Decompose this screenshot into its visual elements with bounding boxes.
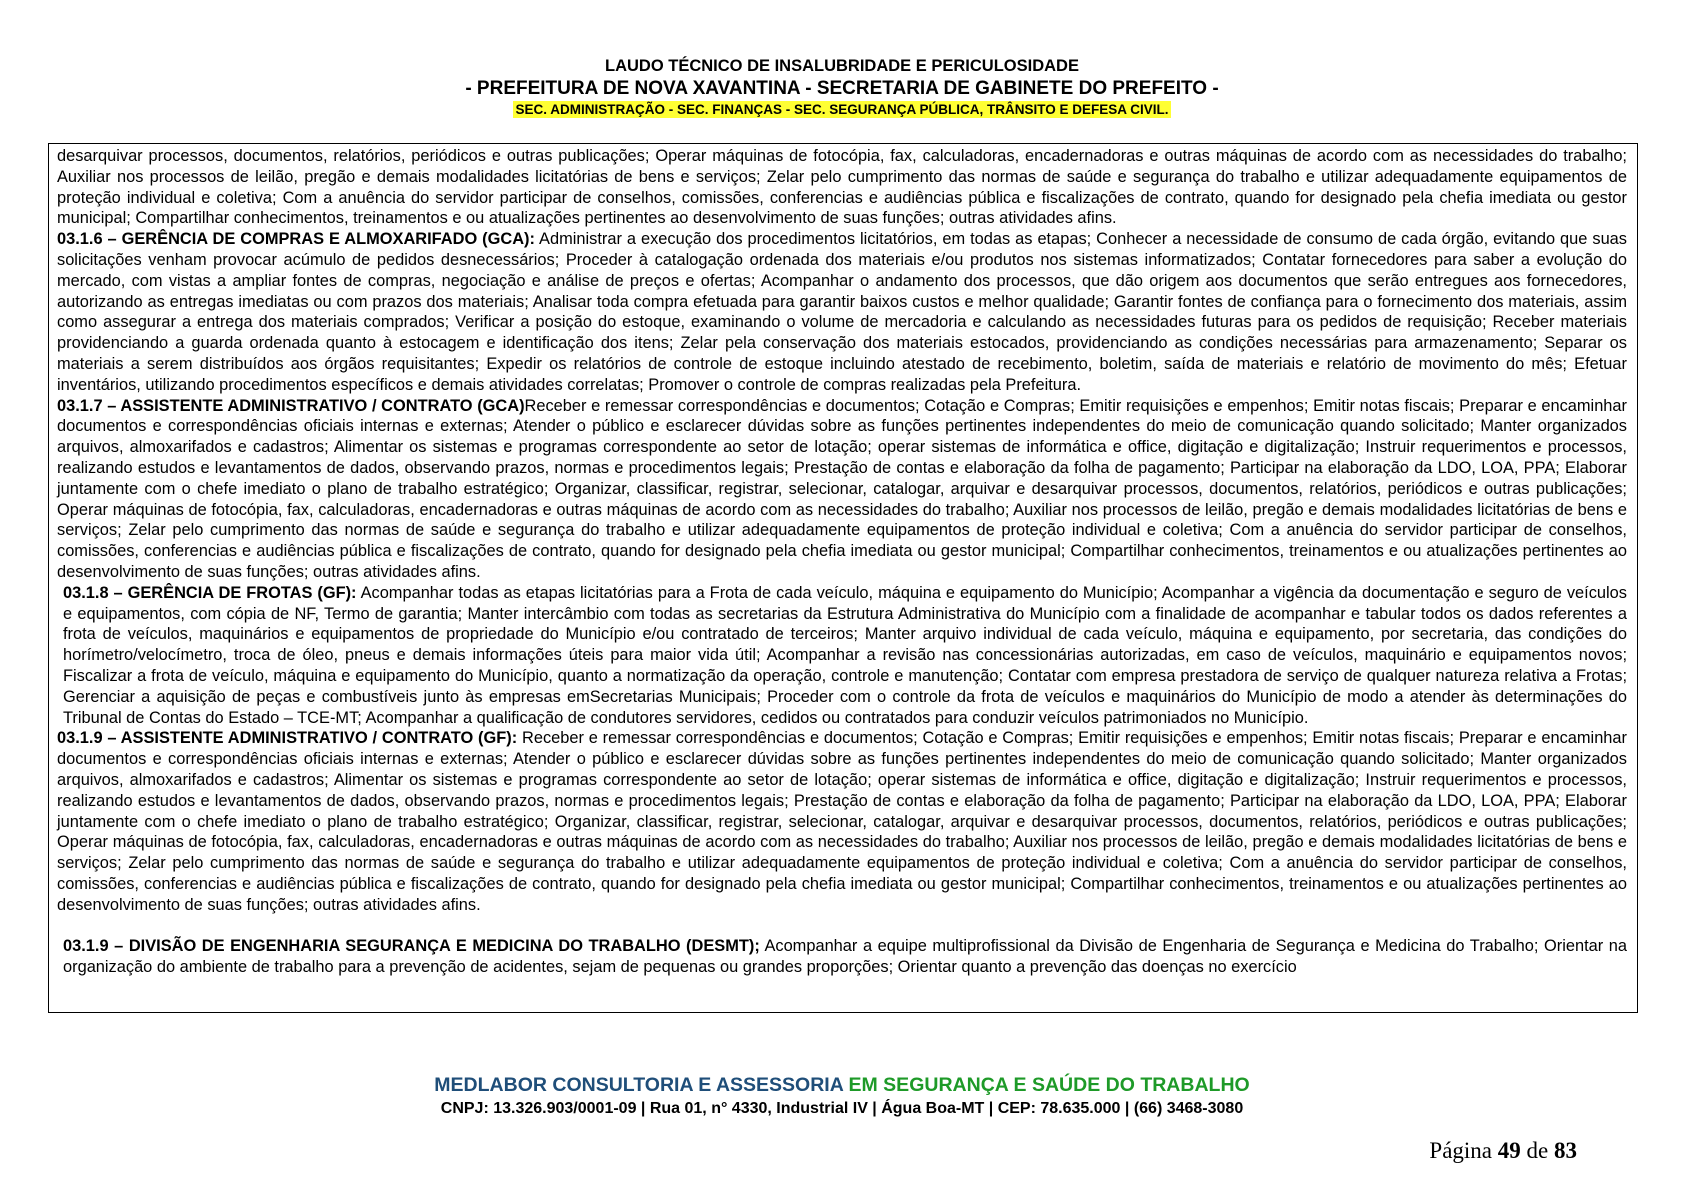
footer-company <box>0 1073 1684 1097</box>
paragraph-continuation <box>57 146 1627 229</box>
section-heading: 03.1.7 – ASSISTENTE ADMINISTRATIVO / CONTRATO (GCA) <box>57 396 525 415</box>
section-text: Receber e remessar correspondências e documentos; Cotação e Compras; Emitir requisições e empenhos; Emitir notas fiscais; Preparar e encaminhar documentos e correspondências oficiais internas e externas; Atender o público e esclarecer dúvidas sobre as funções pertinentes independentes do meio de comunicação quando solicitado; Manter organizados arquivos, almoxarifados e cadastros; Alimentar os sistemas e programas correspondente ao setor de lotação; operar sistemas de informática e office, digitação e digitalização; Instruir requerimentos e processos, realizando estudos e levantamentos de dados, observando prazos, normas e procedimentos legais; Prestação de contas e elaboração da folha de pagamento; Participar na elaboração da LDO, LOA, PPA; Elaborar juntamente com o chefe imediato o plano de trabalho estratégico; Organizar, classificar, registrar, selecionar, catalogar, arquivar e desarquivar processos, documentos, relatórios, periódicos e outras publicações; Operar máquinas de fotocópia, fax, calculadoras, encadernadoras e outras máquinas de acordo com as necessidades do trabalho; Auxiliar nos processos de leilão, pregão e demais modalidades licitatórias de bens e serviços; Zelar pelo cumprimento das normas de saúde e segurança do trabalho e utilizar adequadamente equipamentos de proteção individual e coletiva; Com a anuência do servidor participar de conselhos, comissões, conferencias e audiências pública e fiscalizações de contrato, quando for designado pela chefia imediata ou gestor municipal; Compartilhar conhecimentos, treinamentos e ou atualizações pertinentes ao desenvolvimento de suas funções; outras atividades afins. <box>57 729 1627 914</box>
section-text: Acompanhar todas as etapas licitatórias para a Frota de cada veículo, máquina e equipamento do Município; Acompanhar a vigência da documentação e seguro de veículos e equipamentos, com cópia de NF, Termo de garantia; Manter intercâmbio com todas as secretarias da Estrutura Administrativa do Município com a finalidade de acompanhar e tabular todos os dados referentes a frota de veículos, maquinários e equipamentos de propriedade do Município e/ou contratado de terceiros; Manter arquivo individual de cada veículo, máquina e equipamento, por secretaria, das condições do horímetro/velocímetro, troca de óleo, pneus e demais informações úteis para maior vida útil; Acompanhar a revisão nas concessionárias autorizadas, em caso de veículos, maquinário e equipamentos novos; Fiscalizar a frota de veículo, máquina e equipamento do Município, quanto a normatização da operação, controle e manutenção; Contatar com empresa prestadora de serviço de qualquer natureza relativa a Frotas; Gerenciar a aquisição de peças e combustíveis junto às empresas emSecretarias Municipais; Proceder com o controle da frota de veículos e maquinários do Município de modo a atender às determinações do Tribunal de Contas do Estado – TCE-MT; Acompanhar a qualificação de condutores servidores, cedidos ou contratados para conduzir veículos patrimoniados no Município. <box>63 583 1627 727</box>
section-desmt <box>57 936 1627 978</box>
section-text: Receber e remessar correspondências e documentos; Cotação e Compras; Emitir requisições e empenhos; Emitir notas fiscais; Preparar e encaminhar documentos e correspondências oficiais internas e externas; Atender o público e esclarecer dúvidas sobre as funções pertinentes independentes do meio de comunicação quando solicitado; Manter organizados arquivos, almoxarifados e cadastros; Alimentar os sistemas e programas correspondente ao setor de lotação; operar sistemas de informática e office, digitação e digitalização; Instruir requerimentos e processos, realizando estudos e levantamentos de dados, observando prazos, normas e procedimentos legais; Prestação de contas e elaboração da folha de pagamento; Participar na elaboração da LDO, LOA, PPA; Elaborar juntamente com o chefe imediato o plano de trabalho estratégico; Organizar, classificar, registrar, selecionar, catalogar, arquivar e desarquivar processos, documentos, relatórios, periódicos e outras publicações; Operar máquinas de fotocópia, fax, calculadoras, encadernadoras e outras máquinas de acordo com as necessidades do trabalho; Auxiliar nos processos de leilão, pregão e demais modalidades licitatórias de bens e serviços; Zelar pelo cumprimento das normas de saúde e segurança do trabalho e utilizar adequadamente equipamentos de proteção individual e coletiva; Com a anuência do servidor participar de conselhos, comissões, conferencias e audiências pública e fiscalizações de contrato, quando for designado pela chefia imediata ou gestor municipal; Compartilhar conhecimentos, treinamentos e ou atualizações pertinentes ao desenvolvimento de suas funções; outras atividades afins. <box>57 396 1627 581</box>
page-label: Página <box>1429 1138 1498 1163</box>
section-frotas <box>57 583 1627 729</box>
section-heading: 03.1.8 – GERÊNCIA DE FROTAS (GF): <box>63 583 357 602</box>
page-total: 83 <box>1554 1138 1577 1163</box>
section-heading: 03.1.9 – ASSISTENTE ADMINISTRATIVO / CONTRATO (GF): <box>57 729 518 748</box>
footer-contact: CNPJ: 13.326.903/0001-09 | Rua 01, n° 4330, Industrial IV | Água Boa-MT | CEP: 78.635.000 | (66) 3468-3080 <box>440 1100 1244 1117</box>
highlighted-departments: SEC. ADMINISTRAÇÃO - SEC. FINANÇAS - SEC. SEGURANÇA PÚBLICA, TRÂNSITO E DEFESA CIVIL. <box>515 102 1169 117</box>
document-title: LAUDO TÉCNICO DE INSALUBRIDADE E PERICULOSIDADE <box>605 57 1079 75</box>
section-gca <box>57 229 1627 395</box>
section-heading: 03.1.6 – GERÊNCIA DE COMPRAS E ALMOXARIFADO (GCA): <box>57 230 535 249</box>
document-subtitle: - PREFEITURA DE NOVA XAVANTINA - SECRETARIA DE GABINETE DO PREFEITO - <box>465 78 1219 99</box>
section-text: Acompanhar a equipe multiprofissional da Divisão de Engenharia de Segurança e Medicina do Trabalho; Orientar na organização do ambiente de trabalho para a prevenção de acidentes, sejam de pequenas ou grandes proporções; Orientar quanto a prevenção das doenças no exercício <box>63 937 1627 977</box>
footer-company-name: MEDLABOR CONSULTORIA E ASSESSORIA <box>434 1074 844 1096</box>
content-box <box>48 143 1638 1013</box>
section-text: Administrar a execução dos procedimentos licitatórios, em todas as etapas; Conhecer a necessidade de consumo de cada órgão, evitando que suas solicitações venham provocar acúmulo de pedidos desnecessários; Proceder à catalogação ordenada dos materiais e/ou produtos nos sistemas informatizados; Contatar fornecedores para saber a evolução do mercado, com vistas a ampliar fontes de compras, negociação e análise de preços e ofertas; Acompanhar o andamento dos processos, que dão origem aos documentos que serão entregues aos fornecedores, autorizando as entregas imediatas ou com prazos dos materiais; Analisar toda compra efetuada para garantir baixos custos e melhor qualidade; Garantir fontes de confiança para o fornecimento dos materiais, assim como assegurar a entrega dos materiais comprados; Verificar a posição do estoque, examinando o volume de mercadoria e calculando as necessidades futuras para os pedidos de requisição; Receber materiais providenciando a guarda ordenada quanto à estocagem e identificação dos itens; Zelar pela conservação dos materiais estocados, providenciando as condições necessárias para armazenamento; Separar os materiais a serem distribuídos aos órgãos requisitantes; Expedir os relatórios de controle de estoque incluindo atestado de recebimento, boletim, saída de materiais e relatório de movimento do mês; Efetuar inventários, utilizando procedimentos específicos e demais atividades correlatas; Promover o controle de compras realizadas pela Prefeitura. <box>57 230 1627 394</box>
paragraph-text: desarquivar processos, documentos, relatórios, periódicos e outras publicações; Operar máquinas de fotocópia, fax, calculadoras, encadernadoras e outras máquinas de acordo com as necessidades do trabalho; Auxiliar nos processos de leilão, pregão e demais modalidades licitatórias de bens e serviços; Zelar pelo cumprimento das normas de saúde e segurança do trabalho e utilizar adequadamente equipamentos de proteção individual e coletiva; Com a anuência do servidor participar de conselhos, comissões, conferencias e audiências pública e fiscalizações de contrato, quando for designado pela chefia imediata ou gestor municipal; Compartilhar conhecimentos, treinamentos e ou atualizações pertinentes ao desenvolvimento de suas funções; outras atividades afins. <box>57 147 1627 228</box>
footer-company-tagline: EM SEGURANÇA E SAÚDE DO TRABALHO <box>843 1074 1250 1096</box>
page-current: 49 <box>1497 1138 1521 1163</box>
section-assistente-gca <box>57 396 1627 583</box>
page-number <box>1429 1138 1577 1164</box>
document-footer <box>0 1073 1684 1119</box>
document-header <box>0 56 1684 119</box>
section-assistente-gf <box>57 728 1627 915</box>
page-of: de <box>1520 1138 1554 1163</box>
section-heading: 03.1.9 – DIVISÃO DE ENGENHARIA SEGURANÇA E MEDICINA DO TRABALHO (DESMT); <box>63 937 760 956</box>
